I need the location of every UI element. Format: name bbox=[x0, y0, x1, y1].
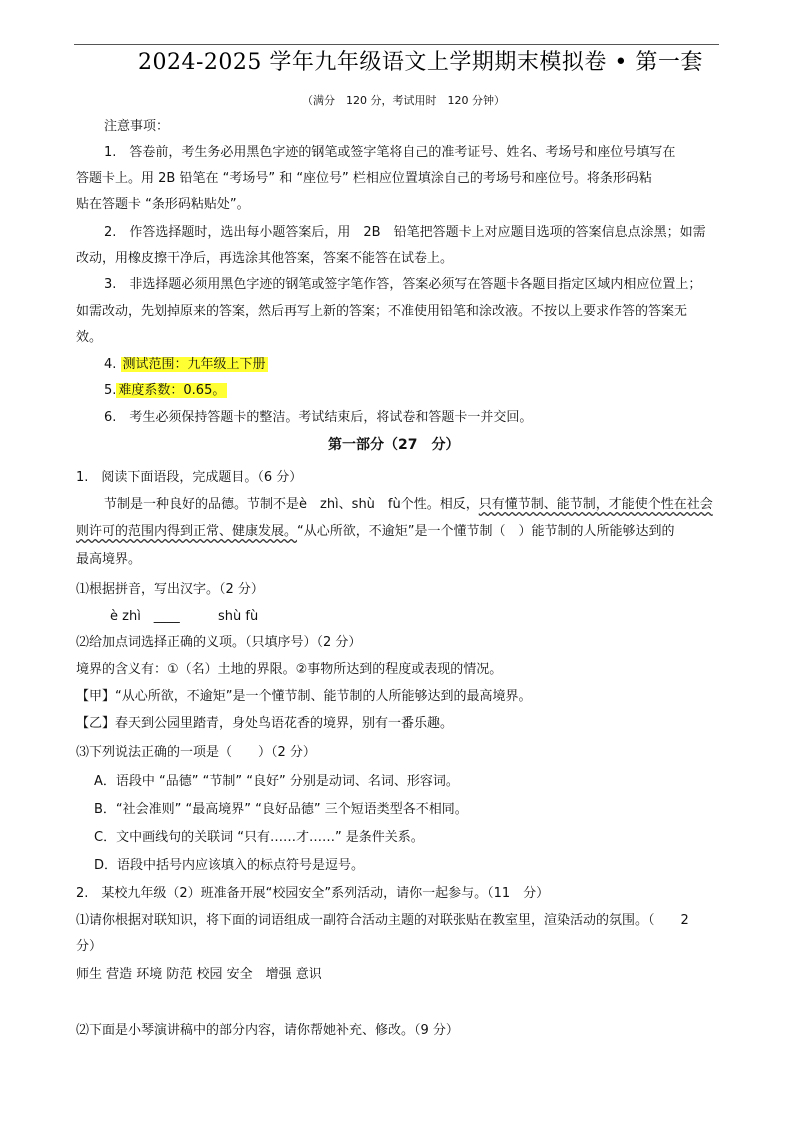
part1-heading: 第一部分（27 分） bbox=[328, 437, 460, 453]
q1-definition: 境界的含义有：①（名）土地的界限。②事物所达到的程度或表现的情况。 bbox=[76, 662, 503, 677]
q2-word-bank: 师生 营造 环境 防范 校园 安全 增强 意识 bbox=[76, 967, 322, 982]
notice-2-line-a: 2. 作答选择题时，选出每小题答案后，用 2B 铅笔把答题卡上对应题目选项的答案信息点涂黑；如需 bbox=[104, 225, 706, 240]
exam-subtitle: （满分 120 分，考试用时 120 分钟） bbox=[302, 94, 505, 107]
pinyin-blank-1: è zhì ____ bbox=[110, 609, 180, 624]
q1-option-b: B．“社会准则” “最高境界” “良好品德” 三个短语类型各不相同。 bbox=[94, 802, 468, 817]
notice-1-line-c: 贴在答题卡 “条形码粘贴处”。 bbox=[76, 197, 250, 212]
notice-4-highlight: 测试范围：九年级上下册 bbox=[122, 357, 266, 372]
q1-sub2: ⑵给加点词选择正确的义项。（只填序号）（2 分） bbox=[76, 635, 362, 650]
q1-passage-line-c: 最高境界。 bbox=[76, 552, 142, 567]
notice-3-line-b: 如需改动，先划掉原来的答案，然后再写上新的答案；不准使用铅笔和涂改液。不按以上要求作答的答案无 bbox=[76, 304, 688, 319]
q1-option-a: A．语段中 “品德” “节制” “良好” 分别是动词、名词、形容词。 bbox=[94, 774, 459, 789]
q2-sub2: ⑵下面是小琴演讲稿中的部分内容，请你帮她补充、修改。（9 分） bbox=[76, 1023, 459, 1038]
notice-4-number: 4. bbox=[104, 357, 117, 372]
q1-wavy-underline-b: 则许可的范围内得到正常、健康发展。 bbox=[76, 524, 298, 539]
notice-heading: 注意事项： bbox=[104, 119, 170, 134]
notice-4 bbox=[104, 356, 268, 374]
notice-1-line-a: 1. 答卷前，考生务必用黑色字迹的钢笔或签字笔将自己的准考证号、姓名、考场号和座位号填写在 bbox=[104, 145, 676, 160]
q1-passage-line-b bbox=[76, 523, 675, 541]
q1-sub1: ⑴根据拼音，写出汉字。（2 分） bbox=[76, 582, 264, 597]
notice-5-highlight: 难度系数：0.65。 bbox=[118, 383, 226, 398]
q1-passage-a-text: 节制是一种良好的品德。节制不是è zhì、shù fù个性。相反， bbox=[104, 497, 479, 512]
page-title: 2024-2025 学年九年级语文上学期期末模拟卷 • 第一套 bbox=[138, 50, 703, 75]
q1-sub3: ⑶下列说法正确的一项是（ ）（2 分） bbox=[76, 745, 316, 760]
q1-wavy-underline-a: 只有懂节制、能节制，才能使个性在社会 bbox=[478, 497, 713, 512]
notice-2-line-b: 改动，用橡皮擦干净后，再选涂其他答案，答案不能答在试卷上。 bbox=[76, 251, 454, 266]
q1-passage-line-a bbox=[104, 496, 713, 514]
pinyin-blank-2: shù fù bbox=[218, 609, 259, 624]
notice-6: 6. 考生必须保持答题卡的整洁。考试结束后，将试卷和答题卡一并交回。 bbox=[104, 410, 533, 425]
q1-sentence-yi: 【乙】春天到公园里踏青，身处鸟语花香的境界，别有一番乐趣。 bbox=[76, 716, 454, 731]
header-rule bbox=[74, 44, 719, 45]
q2-sub1-line-a: ⑴请你根据对联知识，将下面的词语组成一副符合活动主题的对联张贴在教室里，渲染活动的氛围。（ 2 bbox=[76, 913, 689, 928]
notice-3-line-a: 3. 非选择题必须用黑色字迹的钢笔或签字笔作答，答案必须写在答题卡各题目指定区域内相应位置上； bbox=[104, 277, 702, 292]
q2-stem: 2. 某校九年级（2）班准备开展“校园安全”系列活动，请你一起参与。（11 分） bbox=[76, 886, 550, 901]
notice-5-number: 5. bbox=[104, 383, 117, 398]
q2-sub1-line-b: 分） bbox=[76, 939, 103, 954]
q1-stem: 1. 阅读下面语段，完成题目。（6 分） bbox=[76, 470, 303, 485]
q1-passage-b-text: “从心所欲，不逾矩”是一个懂节制（ ）能节制的人所能够达到的 bbox=[297, 524, 675, 539]
notice-1-line-b: 答题卡上。用 2B 铅笔在 “考场号” 和 “座位号” 栏相应位置填涂自己的考场号和座位号。将条形码粘 bbox=[76, 171, 652, 186]
q1-sentence-jia: 【甲】“从心所欲，不逾矩”是一个懂节制、能节制的人所能够达到的最高境界。 bbox=[76, 689, 532, 704]
notice-5 bbox=[104, 382, 227, 400]
notice-3-line-c: 效。 bbox=[76, 330, 103, 345]
q1-option-d: D．语段中括号内应该填入的标点符号是逗号。 bbox=[94, 858, 365, 873]
q1-option-c: C．文中画线句的关联词 “只有……才……” 是条件关系。 bbox=[94, 830, 424, 845]
